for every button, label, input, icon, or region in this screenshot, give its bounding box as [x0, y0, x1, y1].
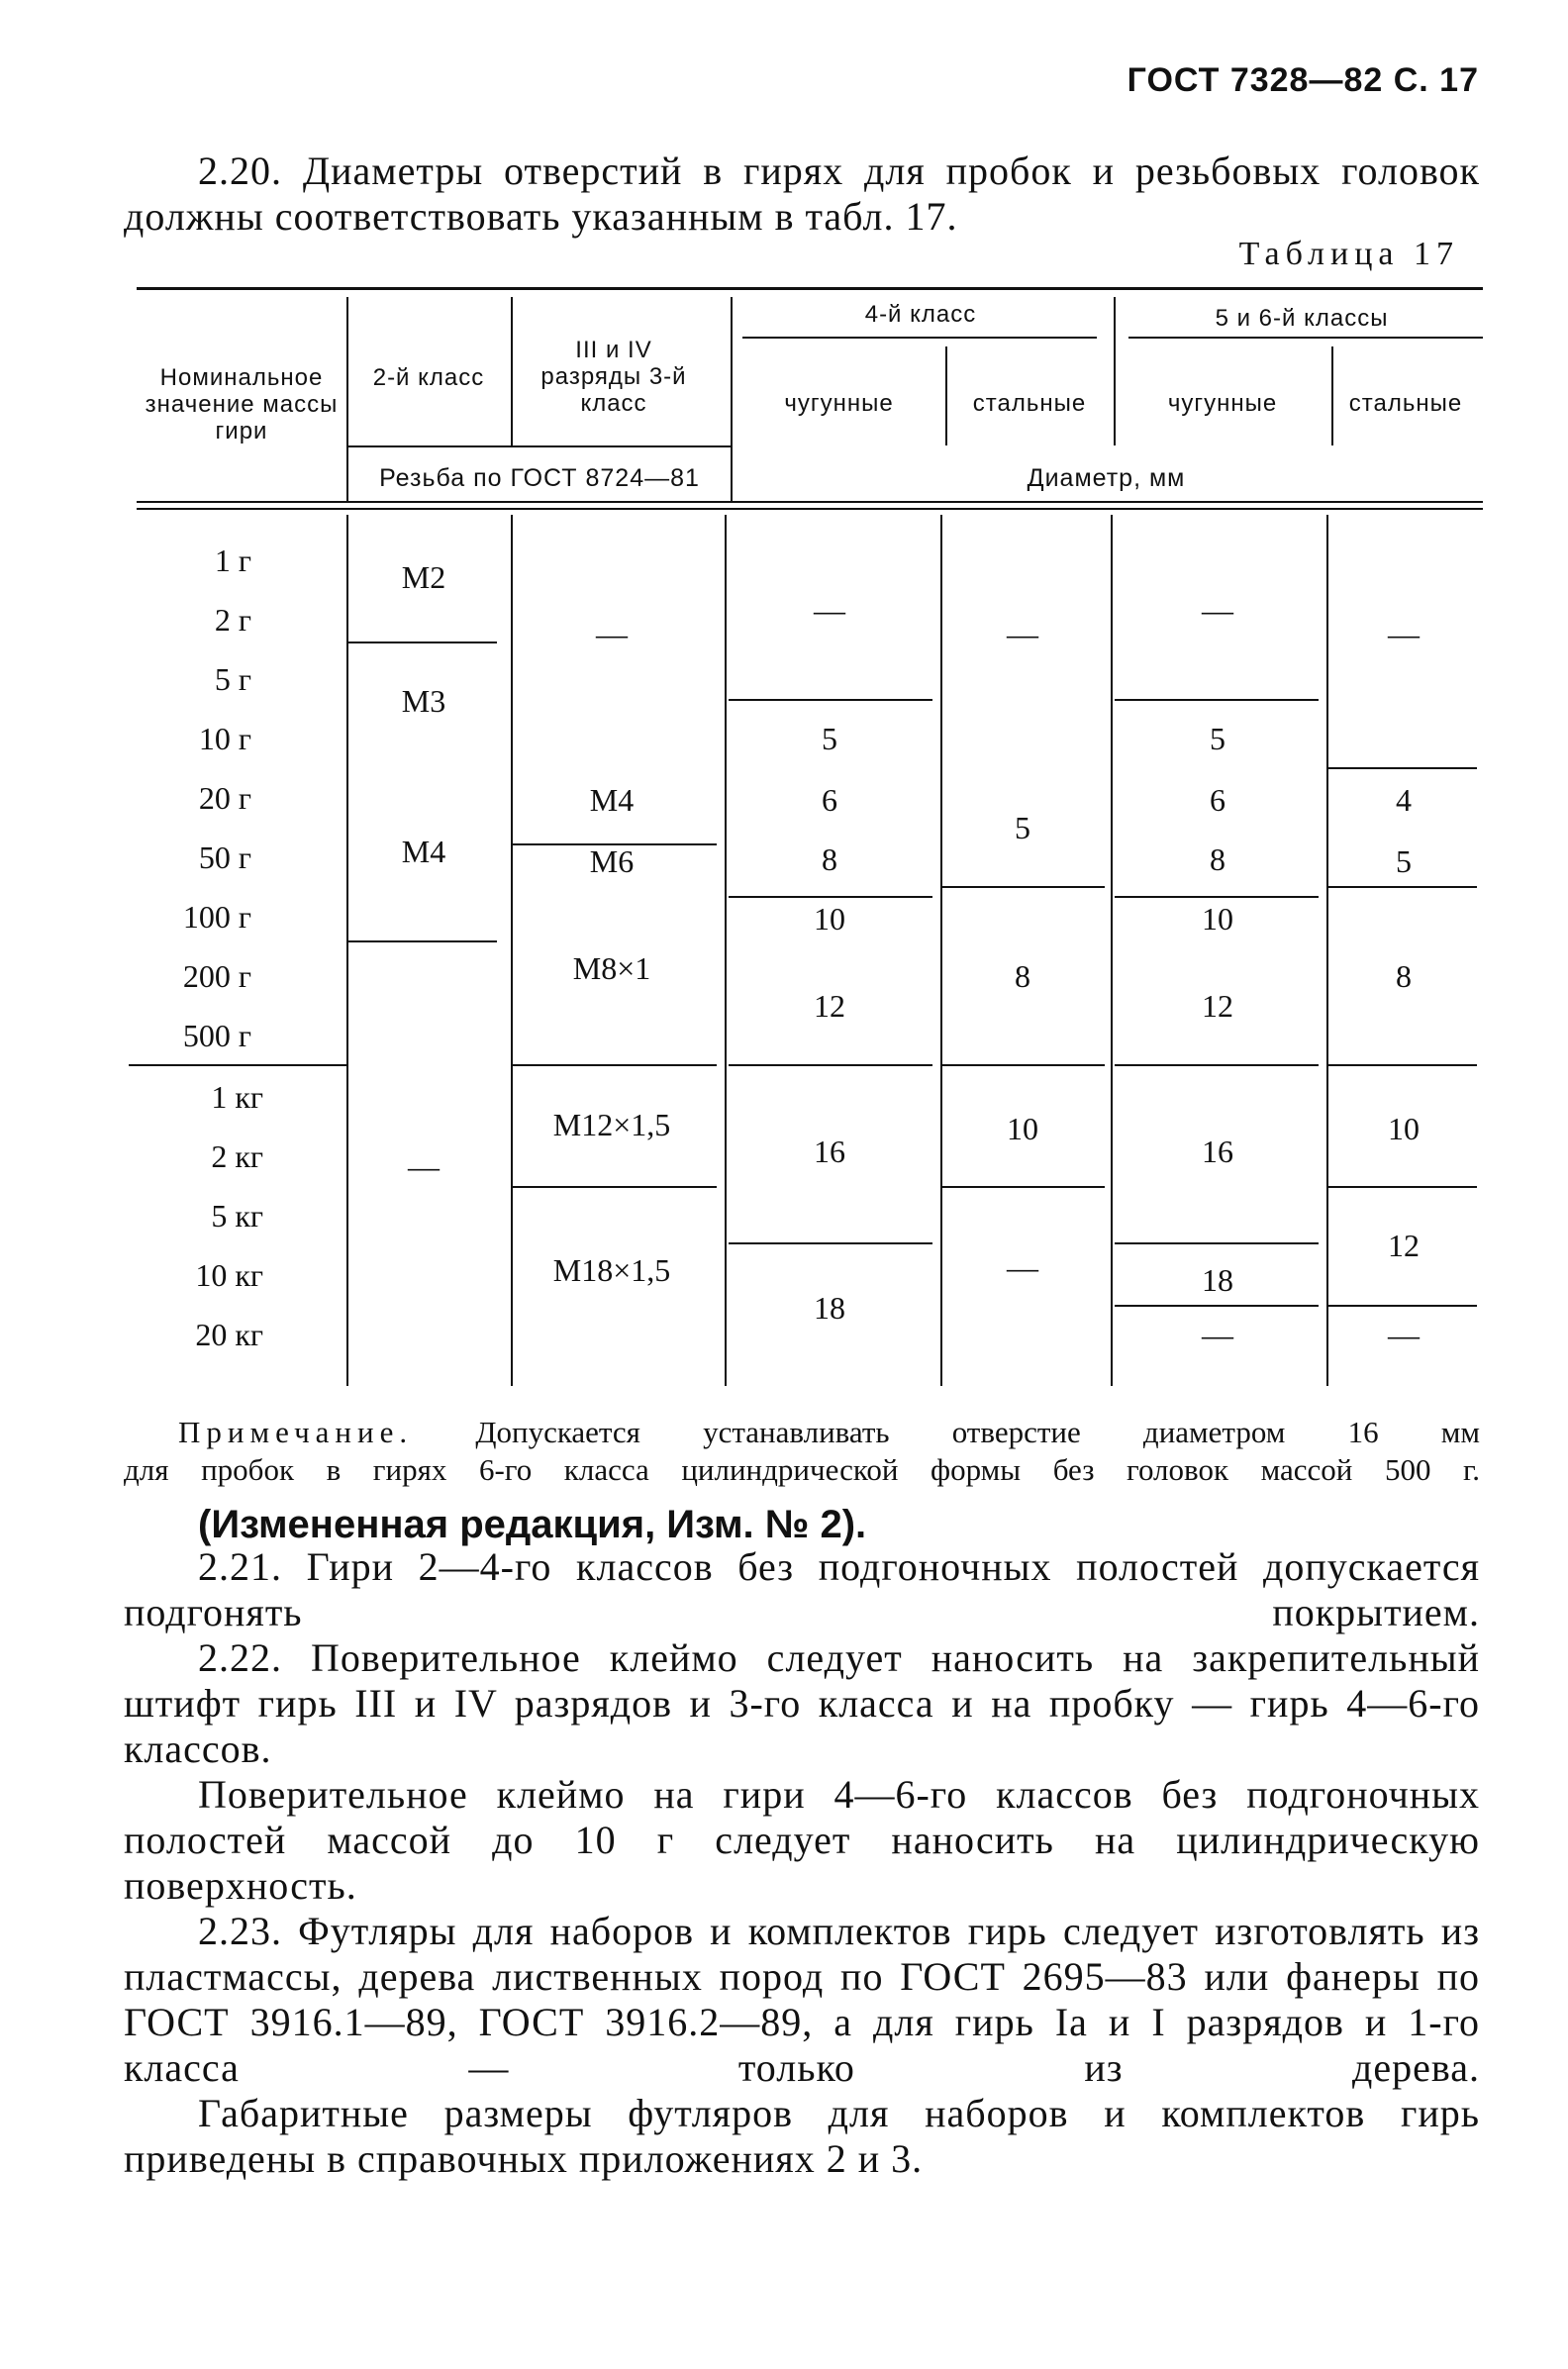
- hseg-c4s-3: [942, 1186, 1105, 1188]
- th-class4-steel: стальные: [972, 390, 1087, 417]
- rule-class56-sub: [1128, 337, 1483, 339]
- c2-m3: M3: [401, 683, 446, 719]
- c4s-dash: —: [1007, 616, 1038, 651]
- vline-b5: [1111, 515, 1113, 1386]
- note-line-1: [124, 1414, 1480, 1451]
- c4s-5: 5: [1015, 810, 1030, 845]
- c4c-8: 8: [822, 841, 837, 877]
- th-class2: 2-й класс: [372, 364, 485, 391]
- paragraph-2-20: 2.20. Диаметры отверстий в гирях для пробок и резьбовых головок должны соответствовать указанным в табл. 17.: [124, 148, 1480, 239]
- th-thread: Резьба по ГОСТ 8724—81: [379, 464, 700, 492]
- c4c-5: 5: [822, 721, 837, 756]
- hseg-c56s-3: [1328, 1064, 1477, 1066]
- vline-b1: [346, 515, 348, 1386]
- hseg-c56c-2: [1115, 896, 1319, 898]
- c56s-dash: —: [1388, 616, 1420, 651]
- mass-1g: 1 г: [214, 543, 251, 578]
- mass-10g: 10 г: [198, 721, 251, 756]
- paragraph-2-22: 2.22. Поверительное клеймо следует наносить на закрепительный штифт гирь III и IV разрядов и 3-го класса и на пробку — гирь 4—6-го классов.: [124, 1635, 1480, 1771]
- c56s-12: 12: [1388, 1228, 1420, 1263]
- note-text: Допускается устанавливать отверстие диаметром 16 мм: [475, 1415, 1481, 1449]
- c4c-18: 18: [814, 1290, 845, 1326]
- hseg-c56s-5: [1328, 1305, 1477, 1307]
- hseg-c56s-4: [1328, 1186, 1477, 1188]
- hseg-c56s-2: [1328, 886, 1477, 888]
- c3-m8: M8×1: [572, 950, 651, 986]
- c4c-6: 6: [822, 782, 837, 818]
- rule-class23-bottom: [346, 445, 733, 447]
- revised-edition: (Измененная редакция, Изм. № 2).: [198, 1503, 867, 1546]
- c3-m6: M6: [589, 843, 635, 879]
- th-class4: 4-й класс: [864, 301, 977, 328]
- c2-dash: —: [408, 1148, 440, 1184]
- c4s-8: 8: [1015, 958, 1030, 994]
- c4c-dash: —: [814, 592, 845, 628]
- table-caption: Таблица 17: [1238, 236, 1459, 272]
- th-diameter: Диаметр, мм: [1027, 464, 1186, 492]
- c3-m18: M18×1,5: [552, 1252, 671, 1288]
- c4c-16: 16: [814, 1134, 845, 1169]
- vline-h2: [511, 297, 513, 445]
- th-class56: 5 и 6-й классы: [1215, 305, 1389, 332]
- mass-10kg: 10 кг: [195, 1257, 263, 1293]
- c56s-8: 8: [1396, 958, 1412, 994]
- hseg-c56c-3: [1115, 1064, 1319, 1066]
- c4c-12: 12: [814, 988, 845, 1024]
- rule-header-bottom: [137, 501, 1483, 503]
- paragraph-2-22b: Поверительное клеймо на гири 4—6-го классов без подгоночных полостей массой до 10 г следует наносить на цилиндрическую поверхность.: [124, 1772, 1480, 1908]
- mass-100g: 100 г: [182, 899, 251, 935]
- c4s-10: 10: [1007, 1111, 1038, 1146]
- mass-5g: 5 г: [214, 661, 251, 697]
- hseg-c4c-2: [729, 896, 932, 898]
- c2-m2: M2: [401, 559, 446, 595]
- vline-b3: [725, 515, 727, 1386]
- hseg-c56c-5: [1115, 1305, 1319, 1307]
- vline-b4: [940, 515, 942, 1386]
- c4c-10: 10: [814, 901, 845, 937]
- page-header: ГОСТ 7328—82 С. 17: [1127, 61, 1479, 99]
- mass-50g: 50 г: [198, 839, 251, 875]
- c56c-10: 10: [1202, 901, 1233, 937]
- vline-h5: [1114, 297, 1116, 445]
- mass-2kg: 2 кг: [211, 1138, 263, 1174]
- rule-class4-sub: [742, 337, 1097, 339]
- mass-20g: 20 г: [198, 780, 251, 816]
- c56c-6: 6: [1210, 782, 1225, 818]
- hseg-c3-2: [513, 1064, 717, 1066]
- c56c-16: 16: [1202, 1134, 1233, 1169]
- vline-b2: [511, 515, 513, 1386]
- mass-2g: 2 г: [214, 602, 251, 638]
- hseg-c4c-3: [729, 1064, 932, 1066]
- mass-200g: 200 г: [182, 958, 251, 994]
- hseg-c4s-1: [942, 886, 1105, 888]
- hseg-c2-1: [348, 642, 497, 643]
- c56c-5: 5: [1210, 721, 1225, 756]
- hseg-c4c-1: [729, 699, 932, 701]
- c3-m12: M12×1,5: [552, 1107, 671, 1142]
- hseg-c56s-1: [1328, 767, 1477, 769]
- th-class3: III и IV разряды 3-й класс: [540, 337, 687, 417]
- c3-dash: —: [596, 616, 628, 651]
- note-line-2: для пробок в гирях 6-го класса цилиндрической формы без головок массой 500 г.: [124, 1452, 1480, 1487]
- c56c-18: 18: [1202, 1262, 1233, 1298]
- th-mass: Номинальное значение массы гири: [145, 364, 339, 444]
- hseg-c56c-4: [1115, 1242, 1319, 1244]
- c2-m4: M4: [401, 834, 446, 869]
- mass-5kg: 5 кг: [211, 1198, 263, 1234]
- c3-m4: M4: [589, 782, 635, 818]
- table-top-rule: [137, 287, 1483, 290]
- paragraph-2-23: 2.23. Футляры для наборов и комплектов гирь следует изготовлять из пластмассы, дерева лиственных пород по ГОСТ 2695—83 или фанеры по ГОСТ 3916.1—89, ГОСТ 3916.2—89, а для гирь Iа и I разрядов и 1-го класса — только из дерева.: [124, 1909, 1480, 2090]
- c56s-10: 10: [1388, 1111, 1420, 1146]
- rule-header-bottom-2: [137, 508, 1483, 510]
- mass-20kg: 20 кг: [195, 1317, 263, 1352]
- th-class56-steel: стальные: [1348, 390, 1463, 417]
- c56c-dash2: —: [1202, 1317, 1233, 1352]
- mass-500g: 500 г: [182, 1018, 251, 1053]
- th-class56-cast: чугунные: [1167, 390, 1278, 417]
- hseg-c3-3: [513, 1186, 717, 1188]
- c4s-dash2: —: [1007, 1249, 1038, 1285]
- c56c-dash: —: [1202, 592, 1233, 628]
- hseg-c56c-1: [1115, 699, 1319, 701]
- hseg-mass-1: [129, 1064, 346, 1066]
- c56s-dash2: —: [1388, 1317, 1420, 1352]
- hseg-c4s-2: [942, 1064, 1105, 1066]
- mass-1kg: 1 кг: [211, 1079, 263, 1115]
- table-note: [124, 1414, 1480, 1489]
- hseg-c4c-4: [729, 1242, 932, 1244]
- paragraph-2-21: 2.21. Гири 2—4-го классов без подгоночных полостей допускается подгонять покрытием.: [124, 1544, 1480, 1634]
- th-class4-cast: чугунные: [784, 390, 894, 417]
- paragraph-2-23b: Габаритные размеры футляров для наборов и комплектов гирь приведены в справочных приложениях 2 и 3.: [124, 2091, 1480, 2181]
- c56c-12: 12: [1202, 988, 1233, 1024]
- vline-b6: [1326, 515, 1328, 1386]
- c56s-5: 5: [1396, 843, 1412, 879]
- note-label: Примечание.: [178, 1415, 414, 1449]
- c56c-8: 8: [1210, 841, 1225, 877]
- c56s-4: 4: [1396, 782, 1412, 818]
- hseg-c2-2: [348, 940, 497, 942]
